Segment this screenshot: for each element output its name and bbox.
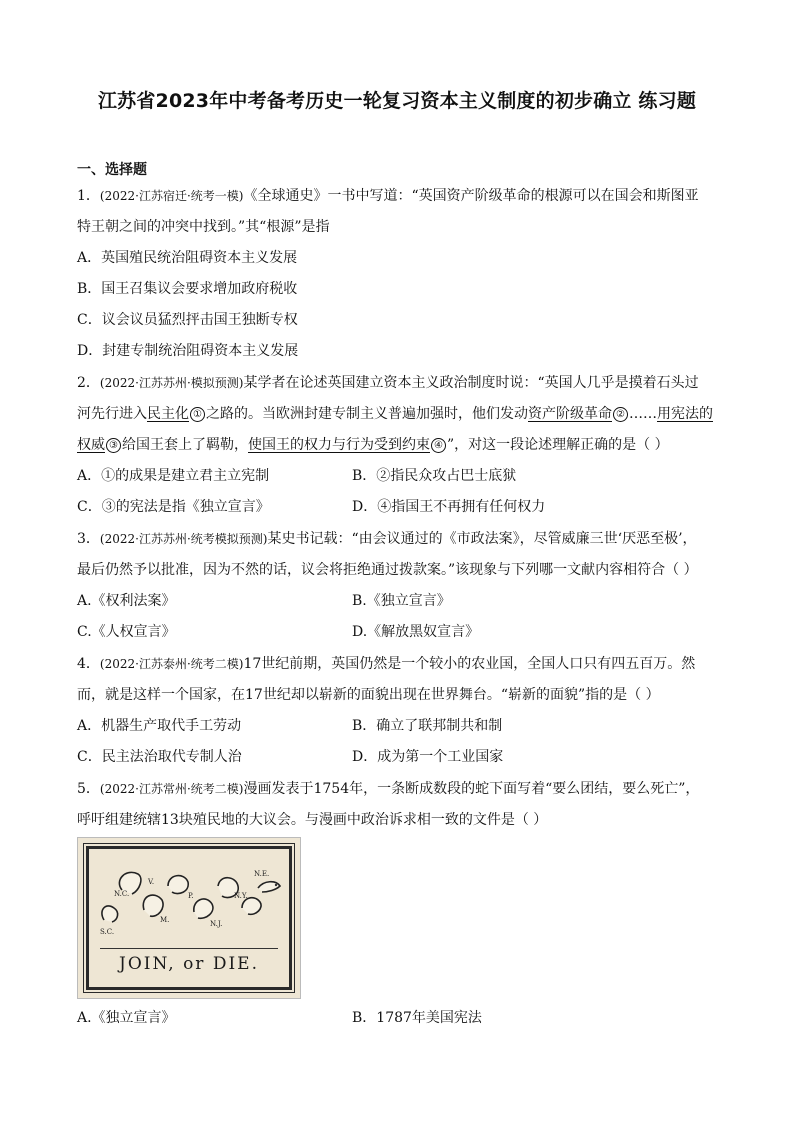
question-3-option-c[interactable]: C.《人权宣言》: [77, 624, 176, 640]
section-heading: 一、选择题: [77, 162, 147, 178]
snake-segment-5: [194, 899, 213, 918]
cartoon-caption: JOIN, or DIE.: [119, 954, 259, 974]
question-1-line-1: 1．(2022·江苏宿迁·统考一模)《全球通史》一书中写道：“英国资产阶级革命的根源可以在国会和斯图亚: [77, 188, 699, 204]
snake-label-v: V.: [148, 878, 155, 886]
snake-segment-tail: [102, 906, 118, 922]
snake-segment-4: [168, 876, 188, 894]
question-1-option-b[interactable]: B．国王召集议会要求增加政府税收: [77, 281, 298, 297]
question-2-option-b[interactable]: B．②指民众攻占巴士底狱: [352, 468, 517, 484]
question-2-line-3: 权威 ③ 给国王套上了羁勒，使国王的权力与行为受到约束 ④ ”，对这一段论述理解正确的是（ ）: [77, 437, 669, 453]
question-4-option-c[interactable]: C．民主法治取代专制人治: [77, 749, 242, 765]
snake-illustration: [92, 850, 286, 946]
question-2-line-1: 2．(2022·江苏苏州·模拟预测)某学者在论述英国建立资本主义政治制度时说：“英国人几乎是摸着石头过: [77, 375, 699, 391]
snake-label-ny: N.Y.: [234, 892, 248, 900]
question-3-option-b[interactable]: B.《独立宣言》: [352, 593, 451, 609]
snake-label-sc: S.C.: [100, 928, 115, 936]
question-4-option-b[interactable]: B．确立了联邦制共和制: [352, 718, 503, 734]
question-4-option-a[interactable]: A．机器生产取代手工劳动: [77, 718, 242, 734]
question-1-option-a[interactable]: A．英国殖民统治阻碍资本主义发展: [77, 250, 298, 266]
question-5-option-a[interactable]: A.《独立宣言》: [77, 1010, 176, 1026]
snake-label-ne: N.E.: [254, 870, 270, 878]
snake-label-p: P.: [188, 892, 194, 900]
question-4-line-1: 4．(2022·江苏泰州·统考二模)17世纪前期，英国仍然是一个较小的农业国，全国人口只有四五百万。然: [77, 656, 696, 672]
question-2-line-2: 河先行进入民主化 ① 之路的。当欧洲封建专制主义普遍加强时，他们发动资产阶级革命 ② ……用宪法的: [77, 406, 713, 422]
question-2-option-d[interactable]: D．④指国王不再拥有任何权力: [352, 499, 546, 515]
question-3-option-a[interactable]: A.《权利法案》: [77, 593, 176, 609]
join-or-die-cartoon: [77, 837, 301, 999]
snake-label-nc: N.C.: [114, 890, 130, 898]
cartoon-divider: [100, 948, 278, 949]
question-4-line-2: 而，就是这样一个国家，在17世纪却以崭新的面貌出现在世界舞台。“崭新的面貌”指的是（ ）: [77, 687, 660, 703]
question-3-line-1: 3．(2022·江苏苏州·统考模拟预测)某史书记载：“由会议通过的《市政法案》，尽管威廉三世‘厌恶至极’，: [77, 531, 697, 547]
page-title: 江苏省2023年中考备考历史一轮复习资本主义制度的初步确立 练习题: [97, 90, 697, 112]
question-1-option-d[interactable]: D．封建专制统治阻碍资本主义发展: [77, 343, 299, 359]
question-1-line-2: 特王朝之间的冲突中找到。”其“根源”是指: [77, 219, 330, 235]
snake-label-nj: N.J.: [210, 920, 223, 928]
snake-segment-7: [242, 898, 261, 915]
question-5-line-1: 5．(2022·江苏常州·统考二模)漫画发表于1754年，一条断成数段的蛇下面写着“要么团结，要么死亡”，: [77, 781, 700, 797]
question-1-option-c[interactable]: C．议会议员猛烈抨击国王独断专权: [77, 312, 298, 328]
question-3-option-d[interactable]: D.《解放黑奴宣言》: [352, 624, 480, 640]
question-4-option-d[interactable]: D．成为第一个工业国家: [352, 749, 504, 765]
question-2-option-c[interactable]: C．③的宪法是指《独立宣言》: [77, 499, 270, 515]
question-2-option-a[interactable]: A．①的成果是建立君主立宪制: [77, 468, 270, 484]
question-5-line-2: 呼吁组建统辖13块殖民地的大议会。与漫画中政治诉求相一致的文件是（ ）: [77, 812, 548, 828]
question-5-option-b[interactable]: B．1787年美国宪法: [352, 1010, 482, 1026]
snake-label-m: M.: [160, 916, 170, 924]
question-3-line-2: 最后仍然予以批准，因为不然的话，议会将拒绝通过拨款案。”该现象与下列哪一文献内容相符合（ ）: [77, 562, 698, 578]
snake-segment-head: [258, 882, 280, 892]
snake-segment-3: [143, 895, 163, 916]
